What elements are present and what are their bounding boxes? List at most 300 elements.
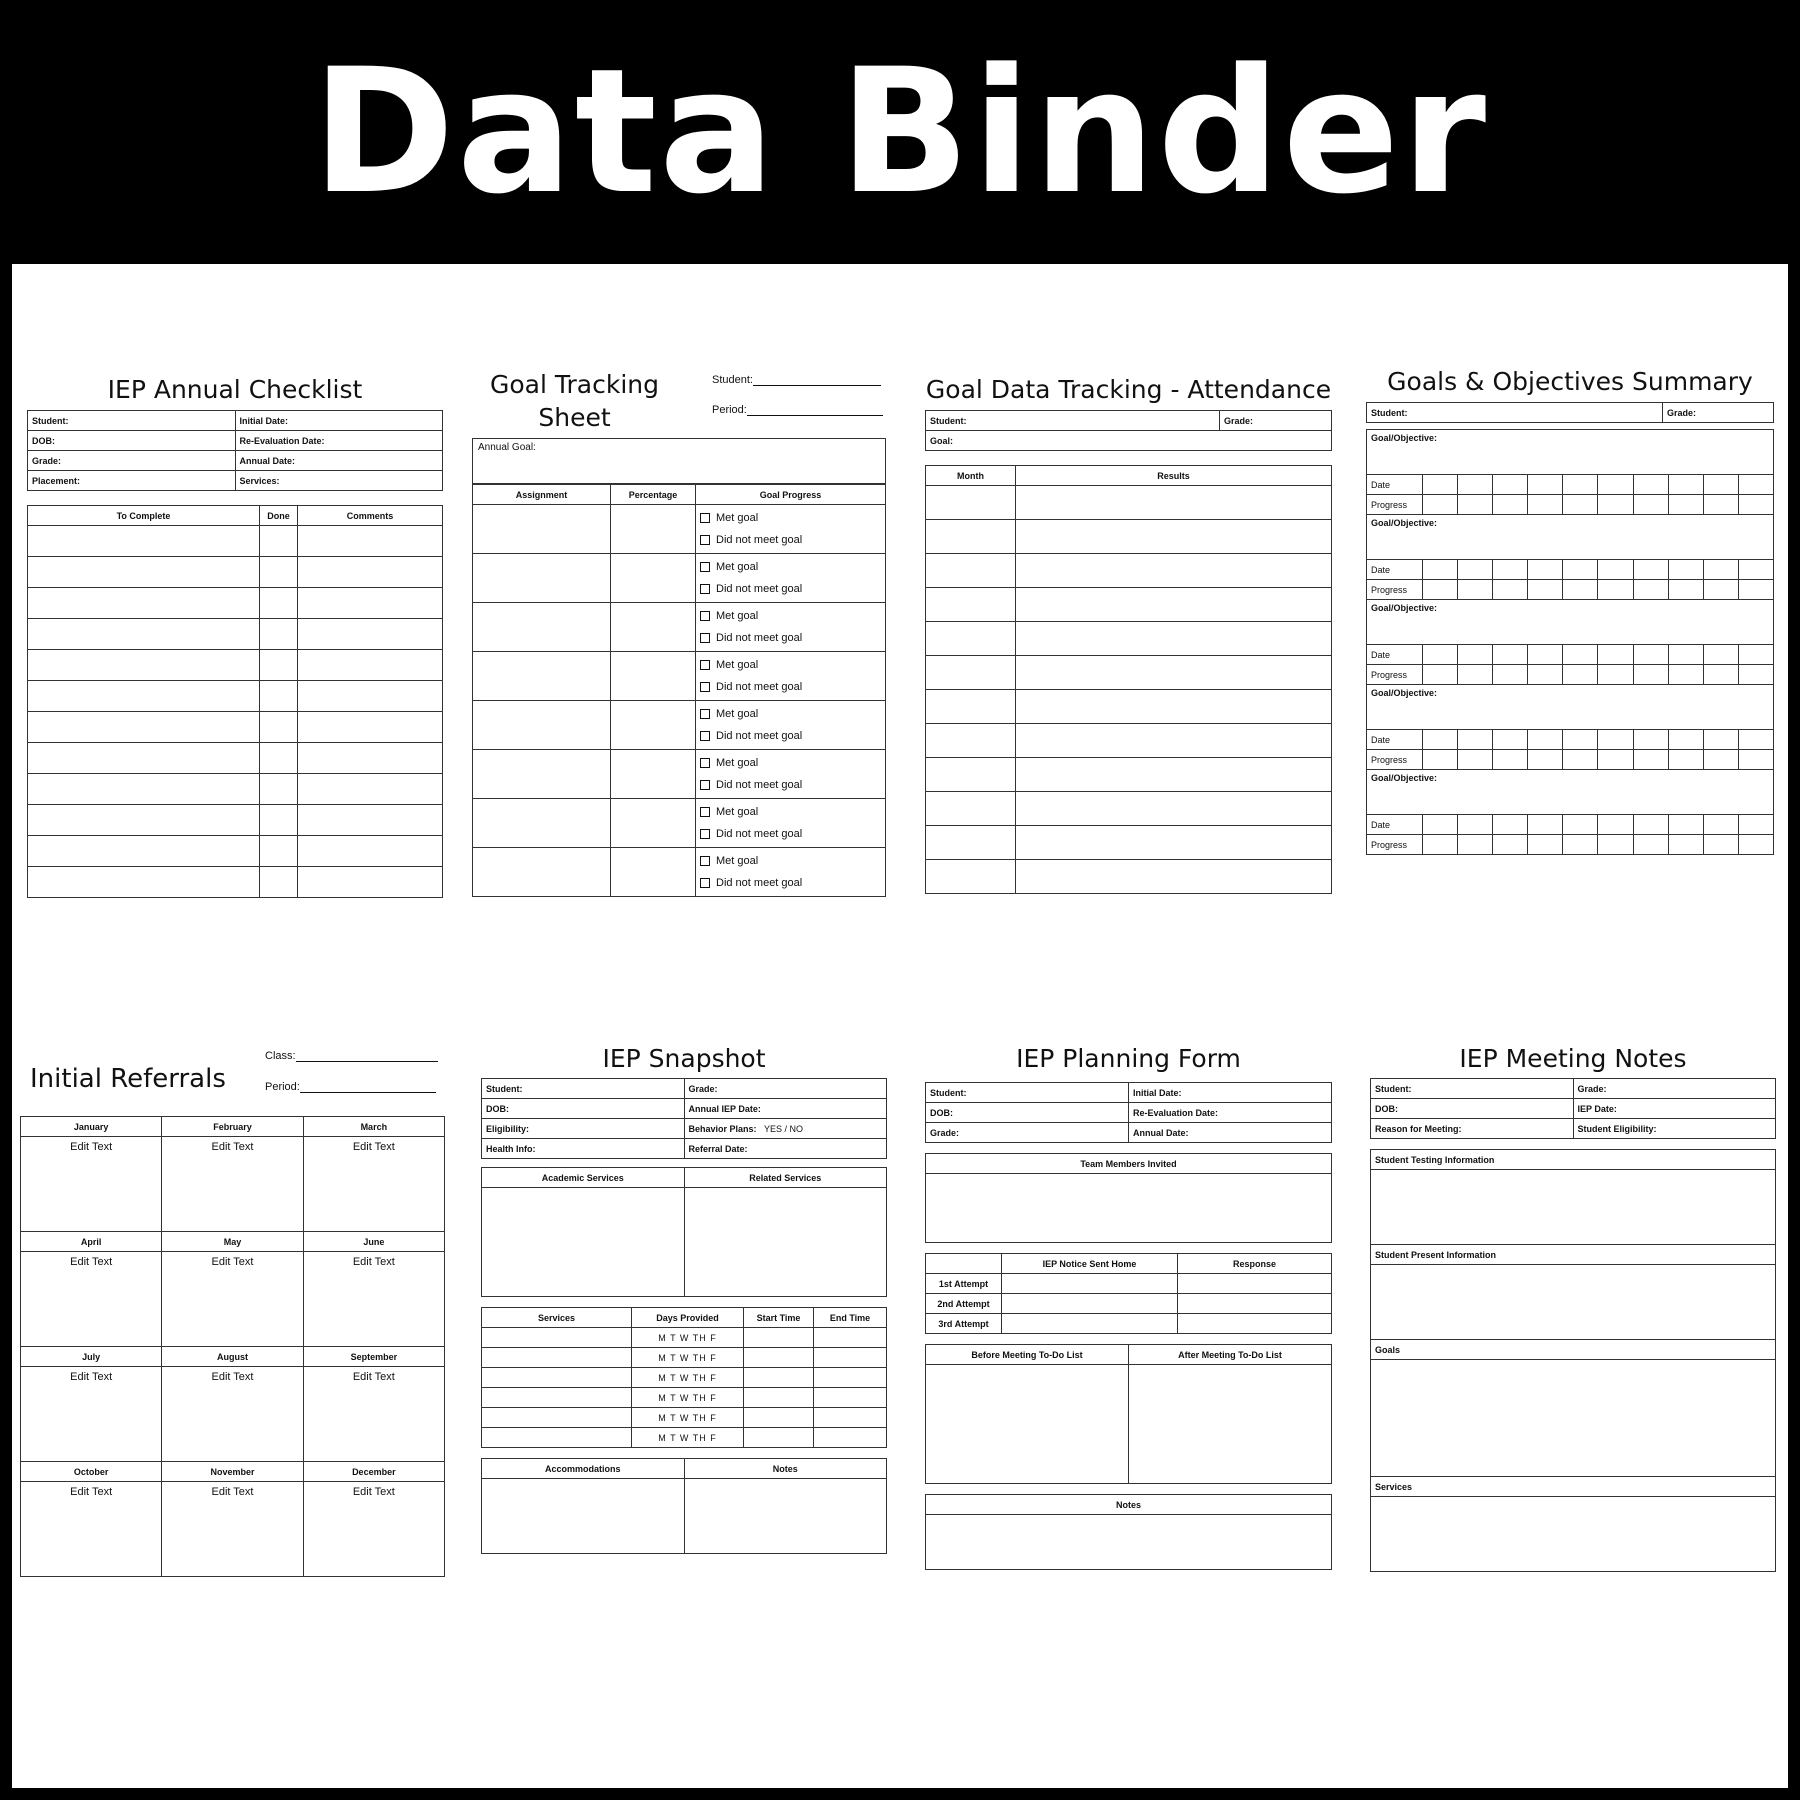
month-cell[interactable]: Edit Text [21, 1252, 162, 1347]
month-cell[interactable] [926, 792, 1016, 826]
table-cell[interactable] [260, 619, 298, 650]
table-cell[interactable] [28, 867, 260, 898]
checkbox-icon[interactable] [700, 758, 710, 768]
table-cell[interactable] [1703, 730, 1738, 750]
dob-field[interactable]: DOB: [926, 1103, 1129, 1123]
section-box[interactable] [1371, 1170, 1776, 1245]
table-cell[interactable] [1493, 665, 1528, 685]
month-cell[interactable]: Edit Text [21, 1367, 162, 1462]
table-cell[interactable] [298, 836, 443, 867]
table-cell[interactable] [1598, 750, 1633, 770]
month-cell[interactable] [926, 520, 1016, 554]
table-cell[interactable] [1633, 475, 1668, 495]
notice-cell[interactable] [1002, 1294, 1178, 1314]
table-cell[interactable] [1738, 475, 1773, 495]
month-cell[interactable]: Edit Text [162, 1367, 303, 1462]
team-members-cell[interactable] [926, 1174, 1332, 1243]
checkbox-icon[interactable] [700, 856, 710, 866]
checkbox-icon[interactable] [700, 513, 710, 523]
checkbox-option[interactable] [700, 850, 881, 872]
assignment-cell[interactable] [473, 750, 611, 799]
table-cell[interactable] [1493, 645, 1528, 665]
month-cell[interactable] [926, 724, 1016, 758]
percentage-cell[interactable] [611, 652, 696, 701]
percentage-cell[interactable] [611, 799, 696, 848]
table-cell[interactable] [1738, 495, 1773, 515]
table-cell[interactable] [1738, 750, 1773, 770]
table-cell[interactable] [1668, 495, 1703, 515]
checkbox-icon[interactable] [700, 611, 710, 621]
results-cell[interactable] [1016, 758, 1332, 792]
services-field[interactable]: Services: [235, 471, 443, 491]
table-cell[interactable] [1633, 580, 1668, 600]
table-cell[interactable] [1563, 815, 1598, 835]
table-cell[interactable] [1423, 730, 1458, 750]
table-cell[interactable] [1738, 560, 1773, 580]
month-cell[interactable] [926, 588, 1016, 622]
table-cell[interactable] [260, 774, 298, 805]
re-evaluation-date-field[interactable]: Re-Evaluation Date: [235, 431, 443, 451]
month-cell[interactable] [926, 758, 1016, 792]
table-cell[interactable] [1423, 645, 1458, 665]
table-cell[interactable] [1423, 560, 1458, 580]
table-cell[interactable] [1563, 645, 1598, 665]
table-cell[interactable] [28, 774, 260, 805]
results-cell[interactable] [1016, 554, 1332, 588]
table-cell[interactable] [1598, 665, 1633, 685]
month-cell[interactable] [926, 860, 1016, 894]
table-cell[interactable] [1423, 665, 1458, 685]
results-cell[interactable] [1016, 656, 1332, 690]
days-cell[interactable]: M T W TH F [632, 1388, 744, 1408]
goal-field[interactable]: Goal: [926, 431, 1332, 451]
student-field[interactable]: Student: [1367, 403, 1663, 423]
student-field[interactable]: Student: [926, 411, 1220, 431]
service-cell[interactable] [482, 1428, 632, 1448]
table-cell[interactable] [260, 526, 298, 557]
table-cell[interactable] [1598, 645, 1633, 665]
table-cell[interactable] [298, 712, 443, 743]
placement-field[interactable]: Placement: [28, 471, 236, 491]
table-cell[interactable] [1528, 750, 1563, 770]
checkbox-icon[interactable] [700, 584, 710, 594]
table-cell[interactable] [28, 681, 260, 712]
month-cell[interactable] [926, 690, 1016, 724]
checkbox-icon[interactable] [700, 878, 710, 888]
yes-no-options[interactable]: YES / NO [764, 1123, 804, 1134]
results-cell[interactable] [1016, 826, 1332, 860]
table-cell[interactable] [298, 619, 443, 650]
table-cell[interactable] [28, 836, 260, 867]
checkbox-option[interactable] [700, 725, 881, 747]
month-cell[interactable]: Edit Text [303, 1252, 444, 1347]
end-time-cell[interactable] [814, 1388, 887, 1408]
table-cell[interactable] [1563, 750, 1598, 770]
percentage-cell[interactable] [611, 603, 696, 652]
checkbox-icon[interactable] [700, 731, 710, 741]
section-box[interactable] [1371, 1265, 1776, 1340]
table-cell[interactable] [260, 681, 298, 712]
student-field[interactable]: Student: [1371, 1079, 1574, 1099]
table-cell[interactable] [1668, 750, 1703, 770]
days-cell[interactable]: M T W TH F [632, 1328, 744, 1348]
table-cell[interactable] [1493, 815, 1528, 835]
table-cell[interactable] [298, 557, 443, 588]
days-cell[interactable]: M T W TH F [632, 1368, 744, 1388]
grade-field[interactable]: Grade: [1573, 1079, 1776, 1099]
table-cell[interactable] [260, 650, 298, 681]
table-cell[interactable] [28, 650, 260, 681]
assignment-cell[interactable] [473, 554, 611, 603]
results-cell[interactable] [1016, 520, 1332, 554]
annual-date-field[interactable]: Annual Date: [235, 451, 443, 471]
checkbox-icon[interactable] [700, 682, 710, 692]
table-cell[interactable] [1668, 475, 1703, 495]
grade-field[interactable]: Grade: [1663, 403, 1774, 423]
percentage-cell[interactable] [611, 554, 696, 603]
table-cell[interactable] [1633, 665, 1668, 685]
table-cell[interactable] [1563, 560, 1598, 580]
eligibility-field[interactable]: Student Eligibility: [1573, 1119, 1776, 1139]
table-cell[interactable] [1493, 835, 1528, 855]
table-cell[interactable] [1703, 835, 1738, 855]
table-cell[interactable] [1563, 665, 1598, 685]
table-cell[interactable] [1598, 835, 1633, 855]
table-cell[interactable] [1458, 815, 1493, 835]
table-cell[interactable] [1563, 580, 1598, 600]
dob-field[interactable]: DOB: [1371, 1099, 1574, 1119]
table-cell[interactable] [1563, 730, 1598, 750]
month-cell[interactable]: Edit Text [21, 1137, 162, 1232]
checkbox-icon[interactable] [700, 829, 710, 839]
eligibility-field[interactable]: Eligibility: [482, 1119, 685, 1139]
checkbox-option[interactable] [700, 605, 881, 627]
table-cell[interactable] [28, 743, 260, 774]
notes-cell[interactable] [684, 1479, 887, 1554]
checkbox-option[interactable] [700, 676, 881, 698]
dob-field[interactable]: DOB: [28, 431, 236, 451]
response-cell[interactable] [1178, 1274, 1332, 1294]
table-cell[interactable] [1458, 665, 1493, 685]
table-cell[interactable] [1493, 560, 1528, 580]
goal-objective-cell[interactable] [1367, 600, 1774, 645]
days-cell[interactable]: M T W TH F [632, 1408, 744, 1428]
response-cell[interactable] [1178, 1314, 1332, 1334]
table-cell[interactable] [1633, 815, 1668, 835]
grade-field[interactable]: Grade: [28, 451, 236, 471]
table-cell[interactable] [28, 588, 260, 619]
table-cell[interactable] [1668, 560, 1703, 580]
table-cell[interactable] [298, 774, 443, 805]
table-cell[interactable] [1563, 835, 1598, 855]
results-cell[interactable] [1016, 622, 1332, 656]
section-box[interactable] [1371, 1360, 1776, 1477]
table-cell[interactable] [1458, 645, 1493, 665]
checkbox-option[interactable] [700, 801, 881, 823]
goal-objective-cell[interactable] [1367, 770, 1774, 815]
assignment-cell[interactable] [473, 652, 611, 701]
table-cell[interactable] [1738, 580, 1773, 600]
checkbox-icon[interactable] [700, 780, 710, 790]
checkbox-icon[interactable] [700, 660, 710, 670]
table-cell[interactable] [1528, 835, 1563, 855]
assignment-cell[interactable] [473, 603, 611, 652]
table-cell[interactable] [1458, 495, 1493, 515]
checkbox-icon[interactable] [700, 562, 710, 572]
table-cell[interactable] [1738, 815, 1773, 835]
grade-field[interactable]: Grade: [684, 1079, 887, 1099]
table-cell[interactable] [1423, 475, 1458, 495]
month-cell[interactable] [926, 622, 1016, 656]
table-cell[interactable] [1738, 730, 1773, 750]
table-cell[interactable] [1528, 730, 1563, 750]
checkbox-icon[interactable] [700, 709, 710, 719]
table-cell[interactable] [1703, 560, 1738, 580]
start-time-cell[interactable] [744, 1368, 814, 1388]
student-field[interactable]: Student: [28, 411, 236, 431]
checkbox-option[interactable] [700, 578, 881, 600]
section-box[interactable] [1371, 1497, 1776, 1572]
checkbox-option[interactable] [700, 627, 881, 649]
table-cell[interactable] [28, 557, 260, 588]
table-cell[interactable] [1703, 645, 1738, 665]
end-time-cell[interactable] [814, 1428, 887, 1448]
checkbox-icon[interactable] [700, 807, 710, 817]
start-time-cell[interactable] [744, 1428, 814, 1448]
checkbox-option[interactable] [700, 703, 881, 725]
table-cell[interactable] [298, 681, 443, 712]
table-cell[interactable] [1458, 730, 1493, 750]
table-cell[interactable] [1528, 580, 1563, 600]
grade-field[interactable]: Grade: [1220, 411, 1332, 431]
table-cell[interactable] [1598, 475, 1633, 495]
goal-objective-cell[interactable] [1367, 685, 1774, 730]
class-line[interactable] [265, 1050, 438, 1062]
before-meeting-cell[interactable] [926, 1365, 1129, 1484]
service-cell[interactable] [482, 1408, 632, 1428]
service-cell[interactable] [482, 1328, 632, 1348]
month-cell[interactable]: Edit Text [162, 1252, 303, 1347]
results-cell[interactable] [1016, 792, 1332, 826]
table-cell[interactable] [1703, 665, 1738, 685]
days-cell[interactable]: M T W TH F [632, 1348, 744, 1368]
initial-date-field[interactable]: Initial Date: [1129, 1083, 1332, 1103]
table-cell[interactable] [1598, 580, 1633, 600]
table-cell[interactable] [1668, 815, 1703, 835]
table-cell[interactable] [1598, 815, 1633, 835]
table-cell[interactable] [1528, 815, 1563, 835]
month-cell[interactable]: Edit Text [303, 1482, 444, 1577]
table-cell[interactable] [1423, 580, 1458, 600]
table-cell[interactable] [298, 805, 443, 836]
end-time-cell[interactable] [814, 1408, 887, 1428]
end-time-cell[interactable] [814, 1348, 887, 1368]
month-cell[interactable] [926, 486, 1016, 520]
table-cell[interactable] [1528, 645, 1563, 665]
results-cell[interactable] [1016, 860, 1332, 894]
table-cell[interactable] [1458, 580, 1493, 600]
accommodations-cell[interactable] [482, 1479, 685, 1554]
service-cell[interactable] [482, 1348, 632, 1368]
results-cell[interactable] [1016, 690, 1332, 724]
table-cell[interactable] [298, 650, 443, 681]
table-cell[interactable] [1703, 495, 1738, 515]
table-cell[interactable] [1598, 730, 1633, 750]
notes-cell[interactable] [926, 1515, 1332, 1570]
table-cell[interactable] [1528, 665, 1563, 685]
month-cell[interactable]: Edit Text [303, 1137, 444, 1232]
checkbox-option[interactable] [700, 774, 881, 796]
table-cell[interactable] [1458, 560, 1493, 580]
table-cell[interactable] [1493, 730, 1528, 750]
table-cell[interactable] [1633, 645, 1668, 665]
table-cell[interactable] [1738, 835, 1773, 855]
table-cell[interactable] [298, 743, 443, 774]
month-cell[interactable] [926, 826, 1016, 860]
academic-services-cell[interactable] [482, 1188, 685, 1297]
table-cell[interactable] [1668, 835, 1703, 855]
percentage-cell[interactable] [611, 848, 696, 897]
results-cell[interactable] [1016, 486, 1332, 520]
student-field[interactable]: Student: [926, 1083, 1129, 1103]
reason-field[interactable]: Reason for Meeting: [1371, 1119, 1574, 1139]
checkbox-option[interactable] [700, 872, 881, 894]
checkbox-icon[interactable] [700, 535, 710, 545]
table-cell[interactable] [1423, 815, 1458, 835]
table-cell[interactable] [298, 588, 443, 619]
table-cell[interactable] [1703, 475, 1738, 495]
end-time-cell[interactable] [814, 1328, 887, 1348]
table-cell[interactable] [1668, 645, 1703, 665]
table-cell[interactable] [1633, 730, 1668, 750]
table-cell[interactable] [1668, 580, 1703, 600]
iep-date-field[interactable]: IEP Date: [1573, 1099, 1776, 1119]
table-cell[interactable] [1458, 475, 1493, 495]
checkbox-option[interactable] [700, 752, 881, 774]
table-cell[interactable] [1528, 475, 1563, 495]
table-cell[interactable] [1563, 475, 1598, 495]
table-cell[interactable] [1493, 750, 1528, 770]
percentage-cell[interactable] [611, 505, 696, 554]
table-cell[interactable] [1633, 560, 1668, 580]
start-time-cell[interactable] [744, 1408, 814, 1428]
checkbox-option[interactable] [700, 823, 881, 845]
table-cell[interactable] [1668, 730, 1703, 750]
table-cell[interactable] [1703, 750, 1738, 770]
annual-date-field[interactable]: Annual Date: [1129, 1123, 1332, 1143]
table-cell[interactable] [1528, 495, 1563, 515]
table-cell[interactable] [1598, 560, 1633, 580]
table-cell[interactable] [298, 526, 443, 557]
table-cell[interactable] [1703, 580, 1738, 600]
table-cell[interactable] [28, 712, 260, 743]
days-cell[interactable]: M T W TH F [632, 1428, 744, 1448]
checkbox-option[interactable] [700, 556, 881, 578]
response-cell[interactable] [1178, 1294, 1332, 1314]
period-line[interactable] [712, 404, 883, 416]
table-cell[interactable] [1598, 495, 1633, 515]
table-cell[interactable] [260, 836, 298, 867]
start-time-cell[interactable] [744, 1388, 814, 1408]
service-cell[interactable] [482, 1368, 632, 1388]
assignment-cell[interactable] [473, 701, 611, 750]
behavior-plans-field[interactable] [684, 1119, 887, 1139]
start-time-cell[interactable] [744, 1328, 814, 1348]
table-cell[interactable] [1493, 475, 1528, 495]
annual-iep-date-field[interactable]: Annual IEP Date: [684, 1099, 887, 1119]
table-cell[interactable] [260, 867, 298, 898]
table-cell[interactable] [1458, 750, 1493, 770]
table-cell[interactable] [1633, 835, 1668, 855]
table-cell[interactable] [298, 867, 443, 898]
notice-cell[interactable] [1002, 1314, 1178, 1334]
table-cell[interactable] [260, 712, 298, 743]
health-info-field[interactable]: Health Info: [482, 1139, 685, 1159]
table-cell[interactable] [260, 588, 298, 619]
table-cell[interactable] [1493, 580, 1528, 600]
percentage-cell[interactable] [611, 701, 696, 750]
table-cell[interactable] [1703, 815, 1738, 835]
month-cell[interactable]: Edit Text [303, 1367, 444, 1462]
table-cell[interactable] [1458, 835, 1493, 855]
table-cell[interactable] [1563, 495, 1598, 515]
assignment-cell[interactable] [473, 848, 611, 897]
table-cell[interactable] [260, 805, 298, 836]
checkbox-icon[interactable] [700, 633, 710, 643]
table-cell[interactable] [1528, 560, 1563, 580]
period-line[interactable] [265, 1081, 436, 1093]
table-cell[interactable] [260, 557, 298, 588]
results-cell[interactable] [1016, 588, 1332, 622]
table-cell[interactable] [1423, 495, 1458, 515]
month-cell[interactable]: Edit Text [21, 1482, 162, 1577]
initial-date-field[interactable]: Initial Date: [235, 411, 443, 431]
month-cell[interactable] [926, 554, 1016, 588]
checkbox-option[interactable] [700, 529, 881, 551]
month-cell[interactable]: Edit Text [162, 1482, 303, 1577]
table-cell[interactable] [1668, 665, 1703, 685]
dob-field[interactable]: DOB: [482, 1099, 685, 1119]
checkbox-option[interactable] [700, 507, 881, 529]
month-cell[interactable]: Edit Text [162, 1137, 303, 1232]
checkbox-option[interactable] [700, 654, 881, 676]
annual-goal-box[interactable] [472, 438, 886, 484]
table-cell[interactable] [28, 619, 260, 650]
related-services-cell[interactable] [684, 1188, 887, 1297]
results-cell[interactable] [1016, 724, 1332, 758]
grade-field[interactable]: Grade: [926, 1123, 1129, 1143]
table-cell[interactable] [1493, 495, 1528, 515]
goal-objective-cell[interactable] [1367, 430, 1774, 475]
month-cell[interactable] [926, 656, 1016, 690]
table-cell[interactable] [260, 743, 298, 774]
table-cell[interactable] [28, 526, 260, 557]
student-field[interactable]: Student: [482, 1079, 685, 1099]
notice-cell[interactable] [1002, 1274, 1178, 1294]
table-cell[interactable] [1423, 750, 1458, 770]
table-cell[interactable] [28, 805, 260, 836]
after-meeting-cell[interactable] [1129, 1365, 1332, 1484]
table-cell[interactable] [1738, 665, 1773, 685]
table-cell[interactable] [1738, 645, 1773, 665]
service-cell[interactable] [482, 1388, 632, 1408]
goal-objective-cell[interactable] [1367, 515, 1774, 560]
assignment-cell[interactable] [473, 799, 611, 848]
percentage-cell[interactable] [611, 750, 696, 799]
re-evaluation-date-field[interactable]: Re-Evaluation Date: [1129, 1103, 1332, 1123]
end-time-cell[interactable] [814, 1368, 887, 1388]
table-cell[interactable] [1423, 835, 1458, 855]
